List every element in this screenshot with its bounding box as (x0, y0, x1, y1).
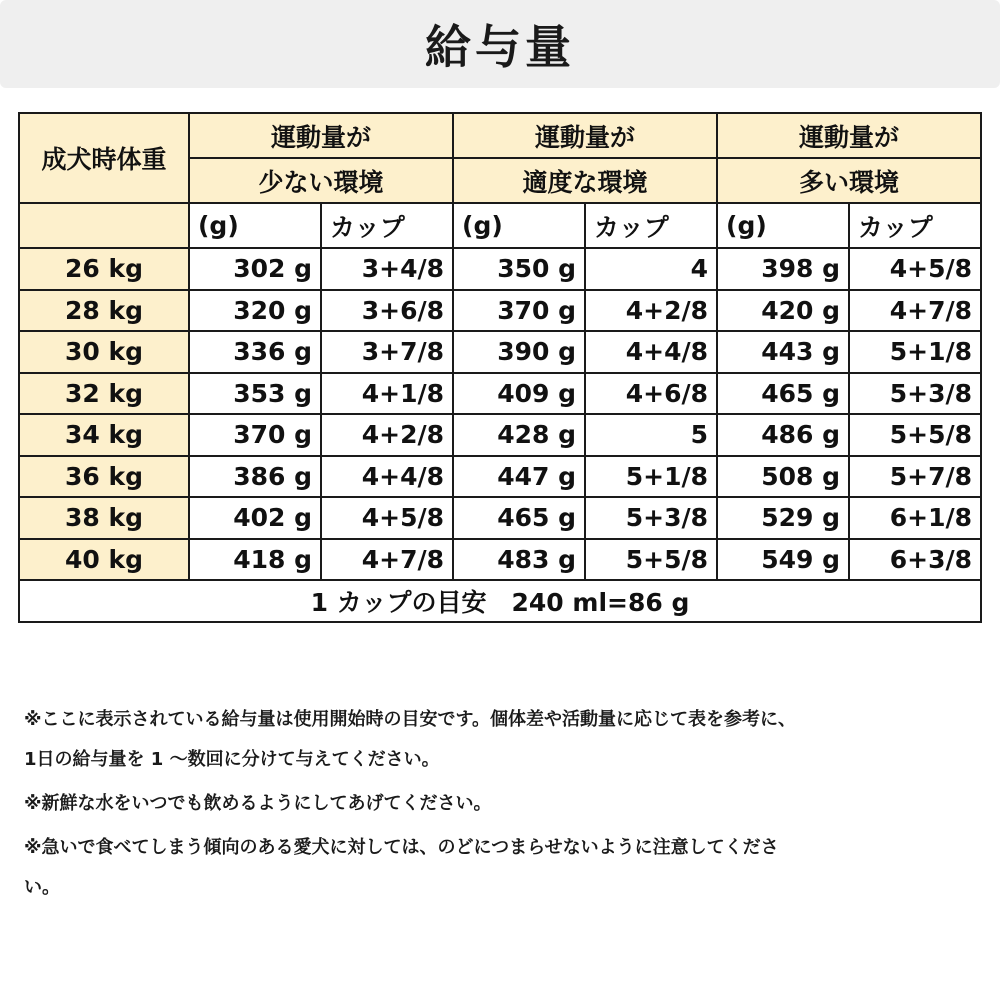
unit-cup-low: カップ (321, 203, 453, 248)
cup-cell: 4+7/8 (321, 539, 453, 581)
gram-cell: 320 g (189, 290, 321, 332)
cup-cell: 4+6/8 (585, 373, 717, 415)
weight-cell: 28 kg (19, 290, 189, 332)
table-row (19, 539, 981, 581)
gram-cell: 549 g (717, 539, 849, 581)
gram-cell: 350 g (453, 248, 585, 290)
gram-cell: 386 g (189, 456, 321, 498)
unit-gram-moderate: (g) (453, 203, 585, 248)
cup-measure-note: 1 カップの目安 240 ml=86 g (19, 580, 981, 622)
cup-cell: 3+4/8 (321, 248, 453, 290)
cup-cell: 5 (585, 414, 717, 456)
cup-cell: 5+7/8 (849, 456, 981, 498)
group-header-high-line1: 運動量が (717, 113, 981, 158)
note-1-line-2: 1日の給与量を 1 〜数回に分けて与えてください。 (24, 749, 440, 770)
gram-cell: 409 g (453, 373, 585, 415)
unit-gram-low: (g) (189, 203, 321, 248)
weight-cell: 36 kg (19, 456, 189, 498)
cup-cell: 3+7/8 (321, 331, 453, 373)
cup-cell: 4+4/8 (321, 456, 453, 498)
table-row (19, 456, 981, 498)
gram-cell: 428 g (453, 414, 585, 456)
gram-cell: 353 g (189, 373, 321, 415)
table-row (19, 414, 981, 456)
gram-cell: 483 g (453, 539, 585, 581)
cup-cell: 5+1/8 (849, 331, 981, 373)
unit-gram-high: (g) (717, 203, 849, 248)
gram-cell: 443 g (717, 331, 849, 373)
weight-cell: 32 kg (19, 373, 189, 415)
cup-cell: 3+6/8 (321, 290, 453, 332)
cup-cell: 5+3/8 (585, 497, 717, 539)
title-bar (0, 0, 1000, 88)
note-2: ※新鮮な水をいつでも飲めるようにしてあげてください。 (24, 793, 492, 814)
group-header-low-line1: 運動量が (189, 113, 453, 158)
weight-cell: 30 kg (19, 331, 189, 373)
weight-cell: 26 kg (19, 248, 189, 290)
cup-cell: 4+1/8 (321, 373, 453, 415)
group-header-low-line2: 少ない環境 (189, 158, 453, 203)
cup-cell: 4+2/8 (585, 290, 717, 332)
gram-cell: 418 g (189, 539, 321, 581)
notes (24, 700, 974, 908)
weight-cell: 38 kg (19, 497, 189, 539)
cup-cell: 4+7/8 (849, 290, 981, 332)
cup-cell: 4 (585, 248, 717, 290)
group-header-moderate-line1: 運動量が (453, 113, 717, 158)
note-3-line-2: い。 (24, 877, 60, 898)
note-3-line-1: ※急いで食べてしまう傾向のある愛犬に対しては、のどにつまらせないように注意してくださ (24, 837, 779, 858)
cup-cell: 4+4/8 (585, 331, 717, 373)
cup-cell: 5+5/8 (585, 539, 717, 581)
note-1-line-1: ※ここに表示されている給与量は使用開始時の目安です。個体差や活動量に応じて表を参考に、 (24, 709, 797, 730)
table-row (19, 331, 981, 373)
cup-cell: 6+3/8 (849, 539, 981, 581)
unit-cup-moderate: カップ (585, 203, 717, 248)
weight-cell: 40 kg (19, 539, 189, 581)
gram-cell: 402 g (189, 497, 321, 539)
cup-cell: 5+1/8 (585, 456, 717, 498)
footer-row (19, 580, 981, 622)
cup-cell: 6+1/8 (849, 497, 981, 539)
weight-cell: 34 kg (19, 414, 189, 456)
gram-cell: 370 g (189, 414, 321, 456)
cup-cell: 4+5/8 (321, 497, 453, 539)
cup-cell: 4+2/8 (321, 414, 453, 456)
feeding-table (18, 112, 982, 623)
weight-header-blank (19, 203, 189, 248)
group-header-high-line2: 多い環境 (717, 158, 981, 203)
table-row (19, 290, 981, 332)
gram-cell: 447 g (453, 456, 585, 498)
gram-cell: 336 g (189, 331, 321, 373)
group-header-moderate-line2: 適度な環境 (453, 158, 717, 203)
gram-cell: 398 g (717, 248, 849, 290)
gram-cell: 390 g (453, 331, 585, 373)
cup-cell: 5+5/8 (849, 414, 981, 456)
unit-header-row (19, 203, 981, 248)
page-title: 給与量 (425, 20, 575, 74)
table-row (19, 497, 981, 539)
table-row (19, 248, 981, 290)
cup-cell: 4+5/8 (849, 248, 981, 290)
header-row-1 (19, 113, 981, 158)
gram-cell: 370 g (453, 290, 585, 332)
gram-cell: 465 g (453, 497, 585, 539)
unit-cup-high: カップ (849, 203, 981, 248)
gram-cell: 465 g (717, 373, 849, 415)
gram-cell: 420 g (717, 290, 849, 332)
gram-cell: 508 g (717, 456, 849, 498)
gram-cell: 302 g (189, 248, 321, 290)
gram-cell: 529 g (717, 497, 849, 539)
table-row (19, 373, 981, 415)
gram-cell: 486 g (717, 414, 849, 456)
weight-column-header: 成犬時体重 (19, 113, 189, 203)
cup-cell: 5+3/8 (849, 373, 981, 415)
